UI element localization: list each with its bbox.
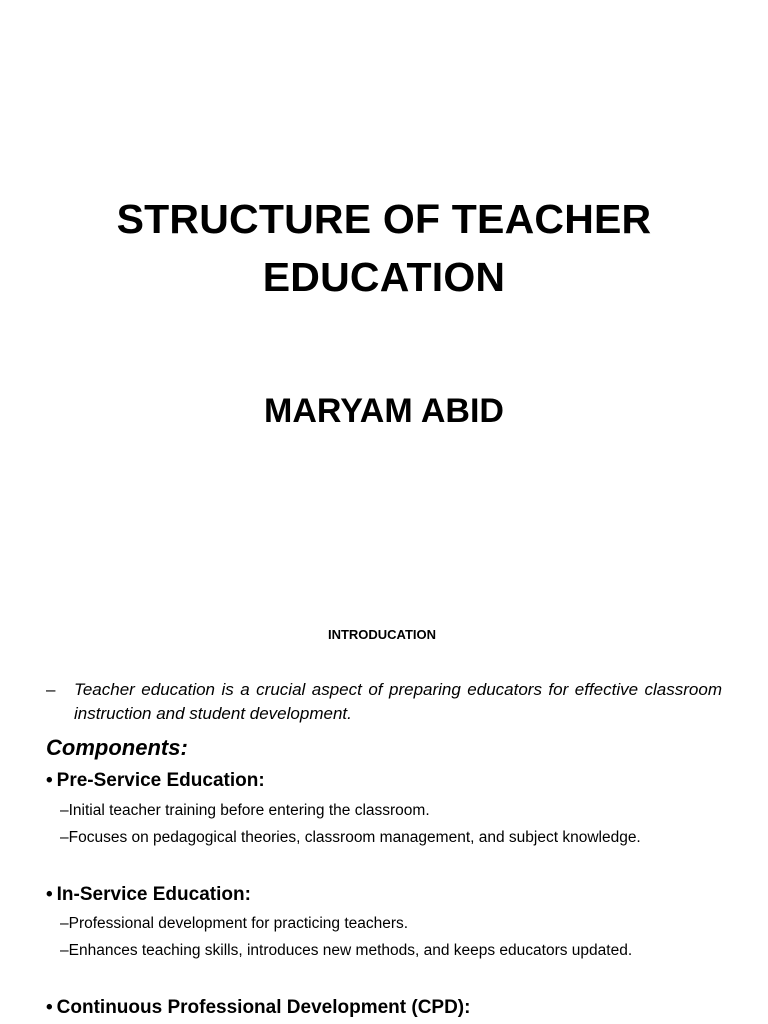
bullet-icon: • (46, 884, 53, 905)
title-line-2: EDUCATION (262, 254, 506, 300)
component-point-text: Enhances teaching skills, introduces new methods, and keeps educators updated. (68, 942, 633, 959)
introduction-heading: INTRODUCATION (327, 627, 437, 642)
component-item-in-service (46, 882, 251, 908)
component-label: Pre-Service Education: (56, 770, 265, 791)
page-title (0, 190, 768, 306)
component-point-text: Focuses on pedagogical theories, classroom management, and subject knowledge. (68, 829, 641, 846)
dash-marker: – (60, 915, 69, 932)
component-label: Continuous Professional Development (CPD): (56, 997, 471, 1018)
bullet-icon: • (46, 997, 53, 1018)
component-point-text: Professional development for practicing teachers. (68, 915, 409, 932)
component-point (60, 940, 632, 962)
introduction-text: Teacher education is a crucial aspect of preparing educators for effective classroom instruction and student development. (74, 680, 722, 723)
component-point (60, 800, 430, 822)
dash-marker: – (60, 802, 69, 819)
component-point (60, 827, 641, 849)
component-item-pre-service (46, 768, 265, 794)
components-heading: Components: (46, 735, 188, 760)
component-item-cpd (46, 995, 470, 1021)
author-name: MARYAM ABID (264, 392, 504, 430)
dash-marker: – (60, 829, 69, 846)
title-line-1: STRUCTURE OF TEACHER (116, 196, 652, 242)
bullet-icon: • (46, 770, 53, 791)
dash-marker: – (46, 680, 56, 699)
dash-marker: – (60, 942, 69, 959)
component-point-text: Initial teacher training before entering the classroom. (68, 802, 430, 819)
component-label: In-Service Education: (56, 884, 251, 905)
introduction-paragraph (46, 678, 722, 726)
component-point (60, 913, 408, 935)
